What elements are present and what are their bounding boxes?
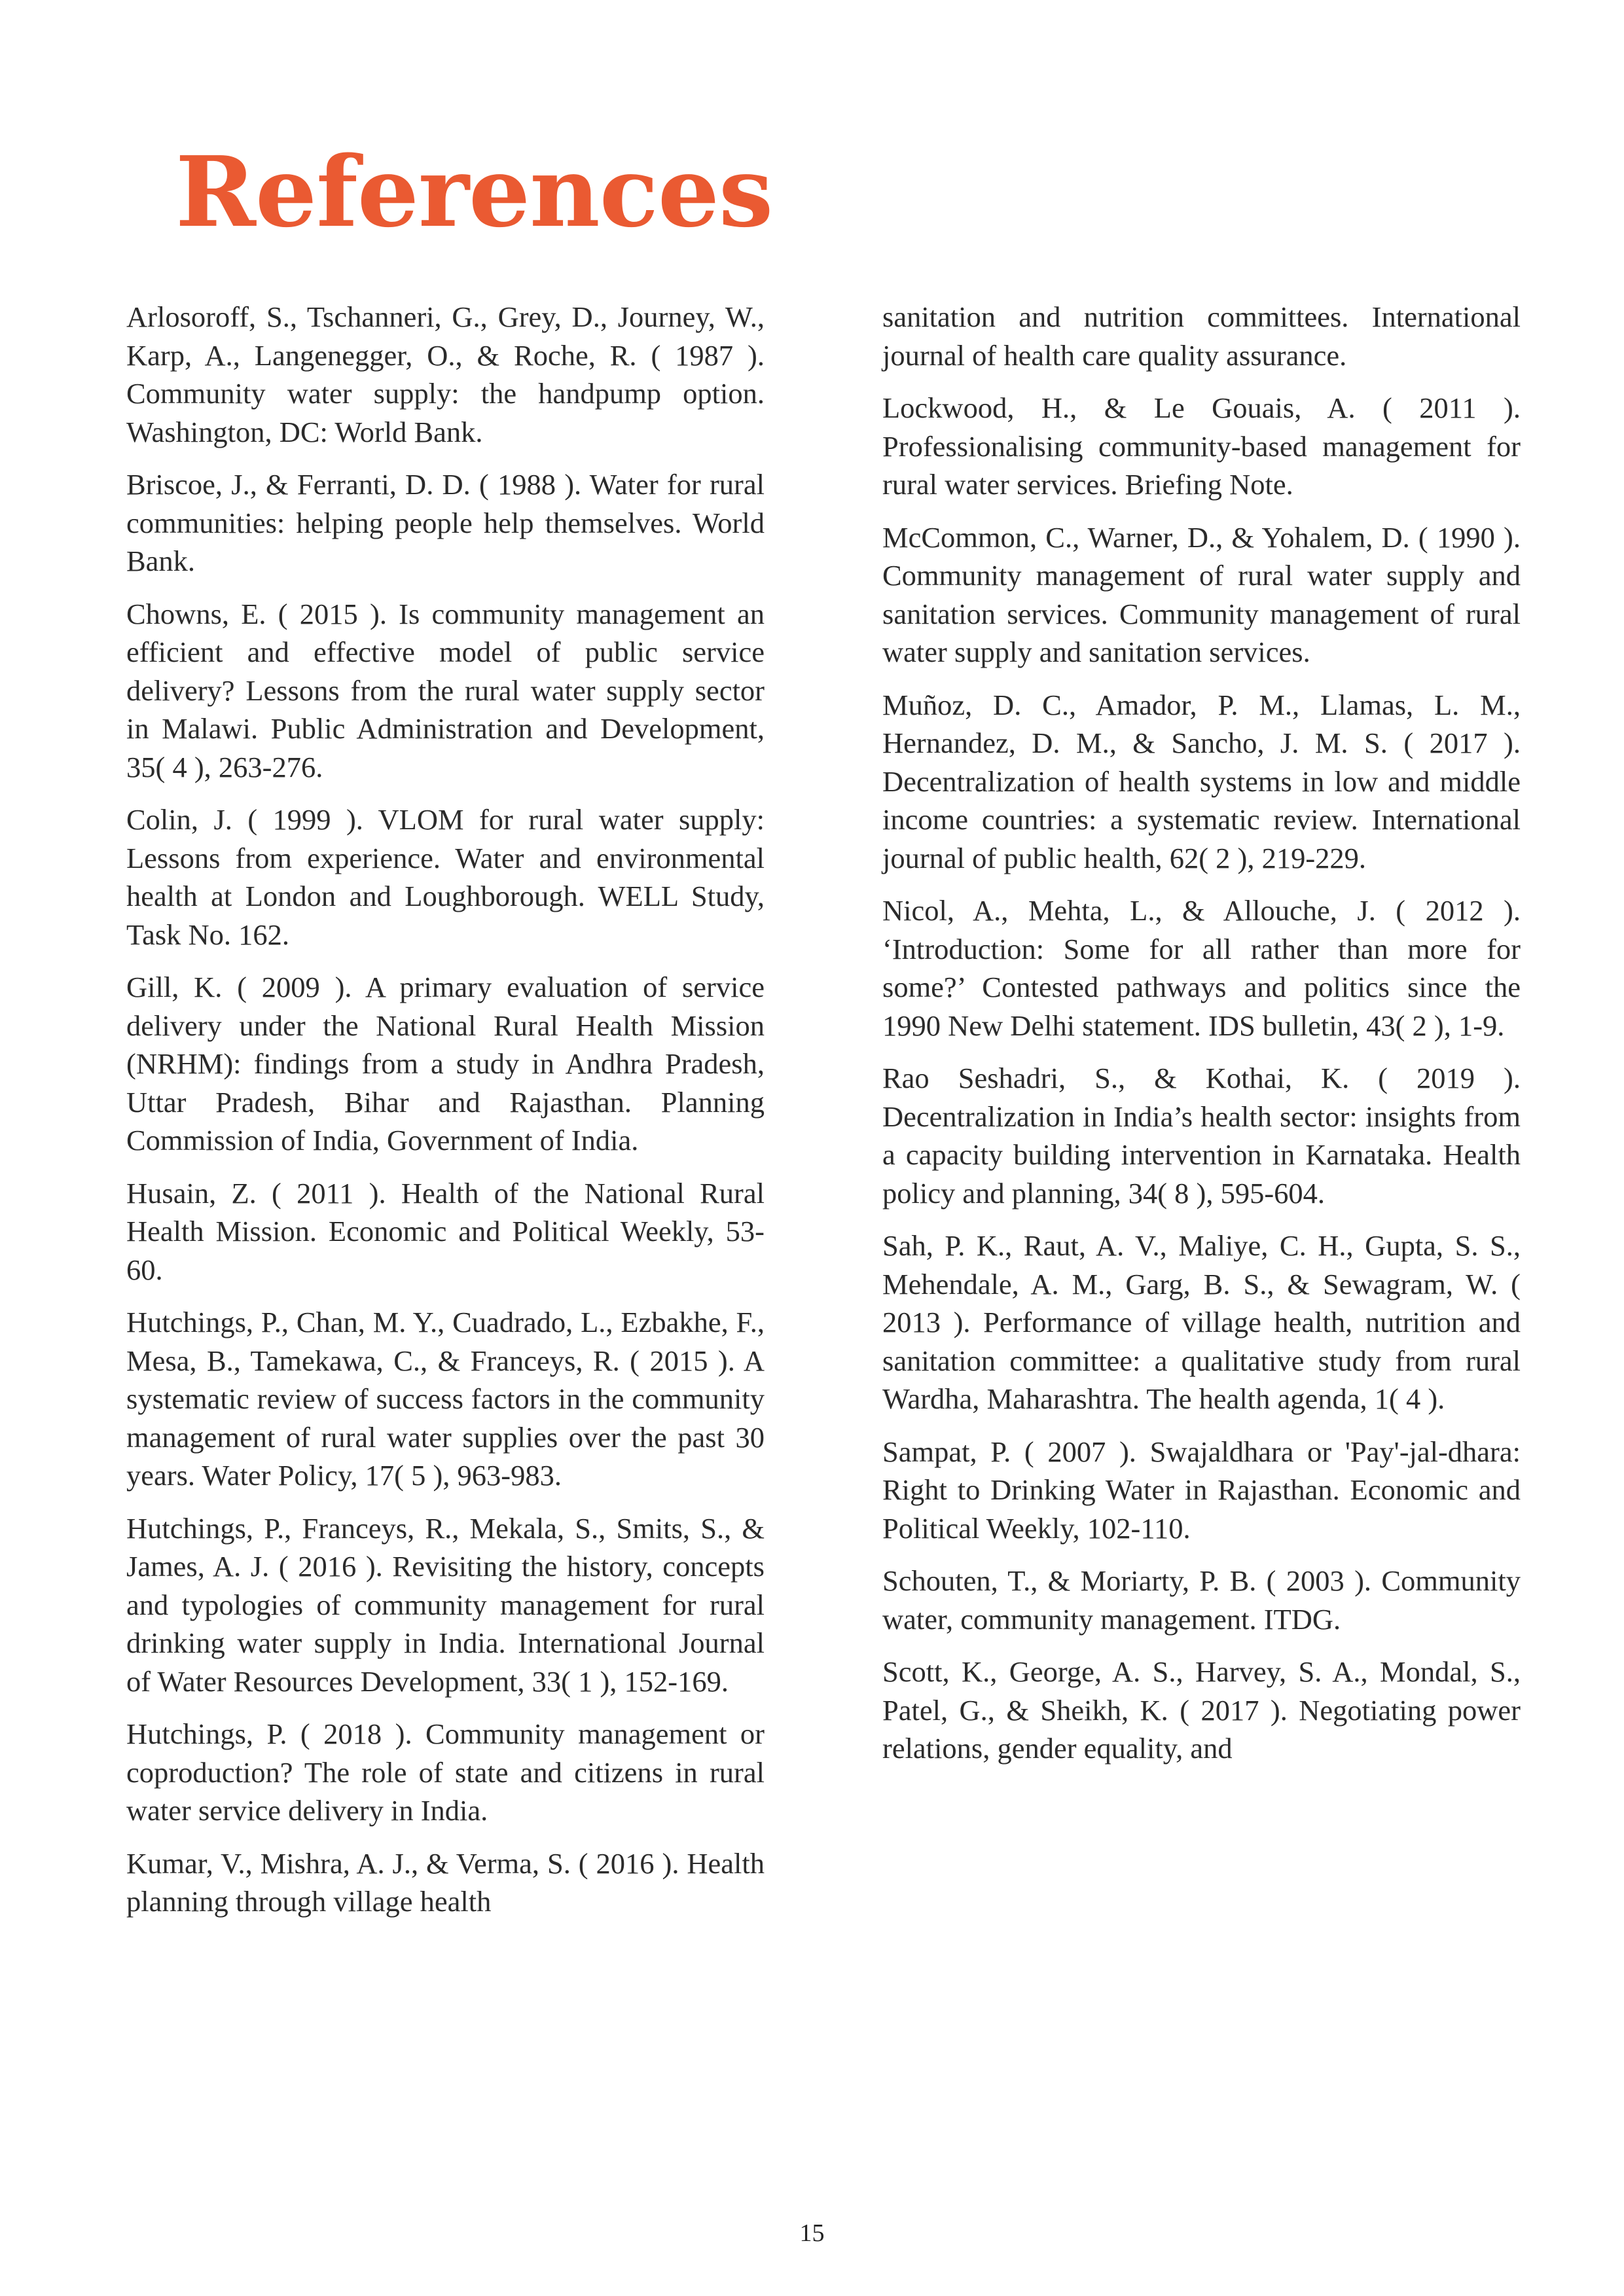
reference-entry: Chowns, E. ( 2015 ). Is community management an efficient and effective model of public service delivery? Lessons from the rural water supply sector in Malawi. Public Administration and Development, 35( 4 ), 263-276.	[126, 597, 765, 783]
reference-entry: McCommon, C., Warner, D., & Yohalem, D. ( 1990 ). Community management of rural water supply and sanitation services. Community management of rural water supply and sanitation services.	[882, 520, 1521, 668]
reference-entry: sanitation and nutrition committees. International journal of health care quality assurance.	[882, 300, 1521, 372]
page-heading: References	[175, 135, 773, 249]
reference-entry: Hutchings, P., Franceys, R., Mekala, S., Smits, S., & James, A. J. ( 2016 ). Revisiting the history, concepts and typologies of community management for rural drinking water supply in India. International Journal of Water Resources Development, 33( 1 ), 152-169.	[126, 1511, 765, 1698]
reference-entry: Lockwood, H., & Le Gouais, A. ( 2011 ). Professionalising community-based management for rural water services. Briefing Note.	[882, 391, 1521, 501]
reference-entry: Sah, P. K., Raut, A. V., Maliye, C. H., Gupta, S. S., Mehendale, A. M., Garg, B. S., & Sewagram, W. ( 2013 ). Performance of village health, nutrition and sanitation committee: a qualitative study from rural Wardha, Maharashtra. The health agenda, 1( 4 ).	[882, 1229, 1521, 1415]
reference-entry: Sampat, P. ( 2007 ). Swajaldhara or 'Pay'-jal-dhara: Right to Drinking Water in Rajasthan. Economic and Political Weekly, 102-110.	[882, 1435, 1521, 1545]
reference-entry: Kumar, V., Mishra, A. J., & Verma, S. ( 2016 ). Health planning through village health	[126, 1846, 765, 1918]
reference-entry: Hutchings, P., Chan, M. Y., Cuadrado, L., Ezbakhe, F., Mesa, B., Tamekawa, C., & Franceys, R. ( 2015 ). A systematic review of success factors in the community management of rural water supplies over the past 30 years. Water Policy, 17( 5 ), 963-983.	[126, 1306, 765, 1492]
reference-entry: Briscoe, J., & Ferranti, D. D. ( 1988 ). Water for rural communities: helping people help themselves. World Bank.	[126, 468, 765, 577]
reference-entry: Schouten, T., & Moriarty, P. B. ( 2003 ). Community water, community management. ITDG.	[882, 1564, 1521, 1636]
reference-entry: Muñoz, D. C., Amador, P. M., Llamas, L. M., Hernandez, D. M., & Sancho, J. M. S. ( 2017 ). Decentralization of health systems in low and middle income countries: a systematic review. International journal of public health, 62( 2 ), 219-229.	[882, 688, 1521, 874]
references-left-column	[126, 298, 765, 1935]
reference-entry: Hutchings, P. ( 2018 ). Community management or coproduction? The role of state and citizens in rural water service delivery in India.	[126, 1717, 765, 1827]
reference-entry: Husain, Z. ( 2011 ). Health of the National Rural Health Mission. Economic and Political Weekly, 53-60.	[126, 1176, 765, 1286]
references-right-column	[882, 298, 1521, 1782]
reference-entry: Rao Seshadri, S., & Kothai, K. ( 2019 ). Decentralization in India’s health sector: insights from a capacity building intervention in Karnataka. Health policy and planning, 34( 8 ), 595-604.	[882, 1062, 1521, 1210]
reference-entry: Nicol, A., Mehta, L., & Allouche, J. ( 2012 ). ‘Introduction: Some for all rather than more for some?’ Contested pathways and politics since the 1990 New Delhi statement. IDS bulletin, 43( 2 ), 1-9.	[882, 894, 1521, 1042]
reference-entry: Arlosoroff, S., Tschanneri, G., Grey, D., Journey, W., Karp, A., Langenegger, O., & Roche, R. ( 1987 ). Community water supply: the handpump option. Washington, DC: World Bank.	[126, 300, 765, 448]
reference-entry: Scott, K., George, A. S., Harvey, S. A., Mondal, S., Patel, G., & Sheikh, K. ( 2017 ). Negotiating power relations, gender equality, and	[882, 1655, 1521, 1765]
page-number: 15	[799, 2219, 825, 2247]
reference-entry: Gill, K. ( 2009 ). A primary evaluation of service delivery under the National Rural Health Mission (NRHM): findings from a study in Andhra Pradesh, Uttar Pradesh, Bihar and Rajasthan. Planning Commission of India, Government of India.	[126, 971, 765, 1157]
reference-entry: Colin, J. ( 1999 ). VLOM for rural water supply: Lessons from experience. Water and environmental health at London and Loughborough. WELL Study, Task No. 162.	[126, 803, 765, 951]
